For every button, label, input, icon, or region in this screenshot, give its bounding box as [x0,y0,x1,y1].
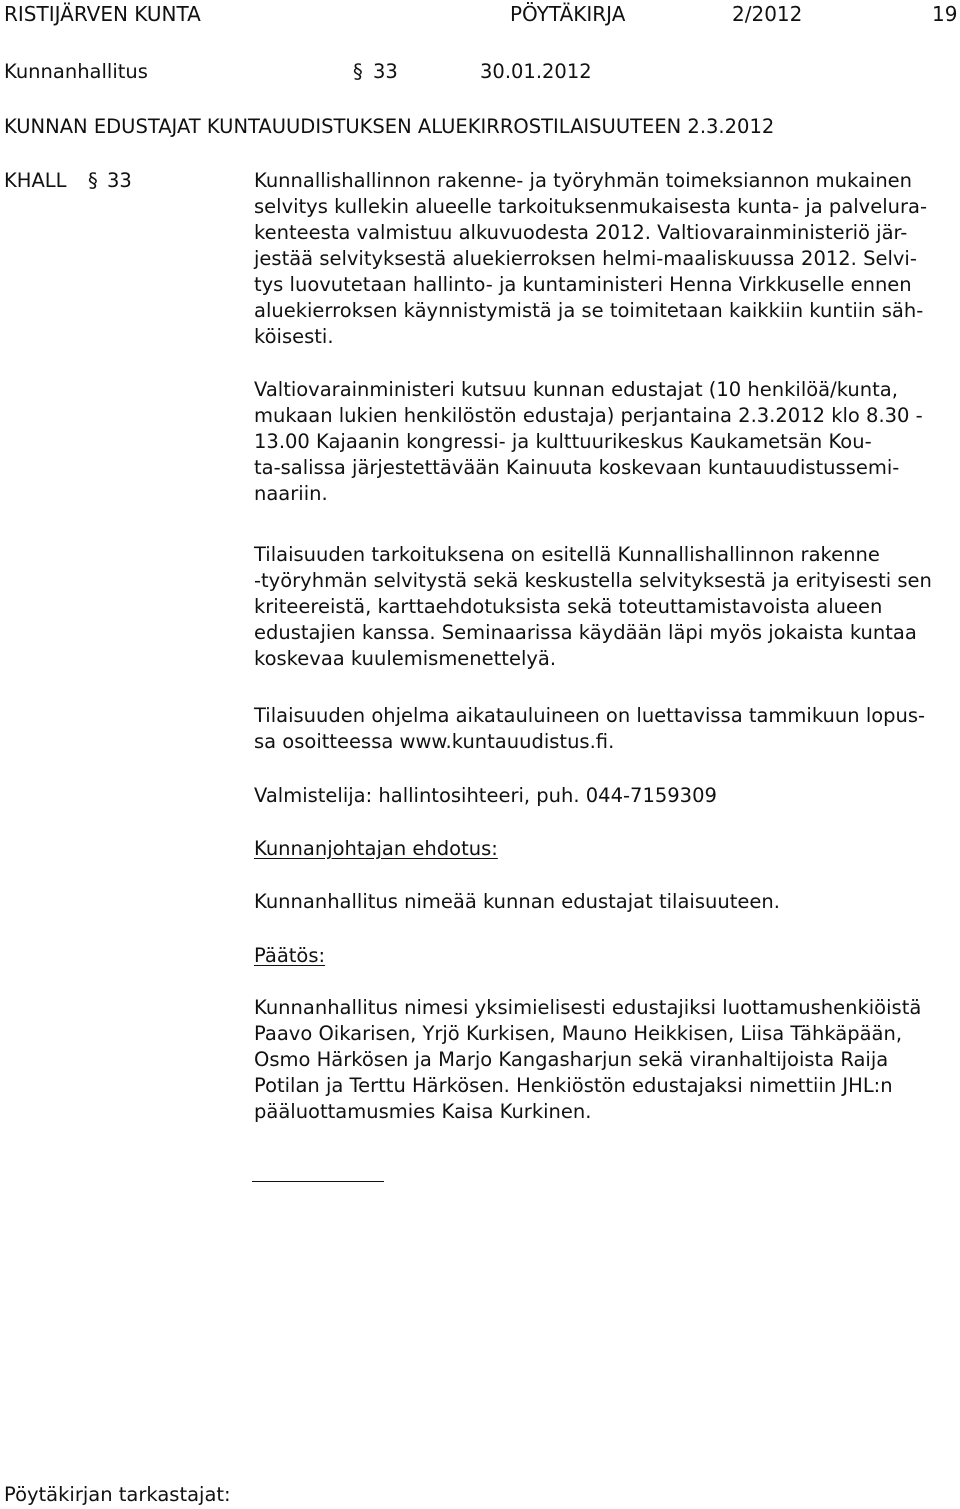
item-number: 33 [107,169,132,192]
municipality-name: RISTIJÄRVEN KUNTA [4,2,201,26]
paragraph-line: -työryhmän selvitystä sekä keskustella selvityksestä ja erityisesti sen [254,569,932,592]
paragraph-line: edustajien kanssa. Seminaarissa käydään läpi myös jokaista kuntaa [254,621,917,644]
paragraph-line: sa osoitteessa www.kuntauudistus.fi. [254,730,615,753]
paragraph-line: kriteereistä, karttaehdotuksista sekä toteuttamistavoista alueen [254,595,883,618]
paragraph-line: koskevaa kuulemismenettelyä. [254,647,557,670]
section-number: 33 [373,60,398,83]
paragraph-line: mukaan lukien henkilöstön edustaja) perjantaina 2.3.2012 klo 8.30 - [254,404,923,427]
paragraph-line: Tilaisuuden ohjelma aikatauluineen on luettavissa tammikuun lopus- [254,704,926,727]
paragraph-line: naariin. [254,482,328,505]
decision-block [254,995,956,1125]
document-number: 2/2012 [732,2,803,26]
decision-heading-block [254,943,956,969]
paragraph-line: köisesti. [254,325,334,348]
proposal-text: Kunnanhallitus nimeää kunnan edustajat tilaisuuteen. [254,890,780,913]
paragraph-line: kenteesta valmistuu alkuvuodesta 2012. Valtiovarainministeriö jär- [254,221,908,244]
proposal-heading: Kunnanjohtajan ehdotus: [254,837,498,860]
proposal-block [254,889,956,915]
paragraph-line: selvitys kullekin alueelle tarkoituksenmukaisesta kunta- ja palvelura- [254,195,927,218]
paragraph-line: Valtiovarainministeri kutsuu kunnan edustajat (10 henkilöä/kunta, [254,378,898,401]
item-subject: KUNNAN EDUSTAJAT KUNTAUUDISTUKSEN ALUEKIRROSTILAISUUTEEN 2.3.2012 [4,115,775,138]
decision-line: pääluottamusmies Kaisa Kurkinen. [254,1100,592,1123]
paragraph-line: ta-salissa järjestettävään Kainuuta koskevaan kuntauudistussemi- [254,456,900,479]
paragraph-line: aluekierroksen käynnistymistä ja se toimitetaan kaikkiin kuntiin säh- [254,299,924,322]
paragraph-line: 13.00 Kajaanin kongressi- ja kulttuurikeskus Kaukametsän Kou- [254,430,872,453]
preparer: Valmistelija: hallintosihteeri, puh. 044-7159309 [254,784,717,807]
decision-line: Osmo Härkösen ja Marjo Kangasharjun sekä viranhaltijoista Raija [254,1048,889,1071]
paragraph-programme [254,703,956,755]
signature-line [252,1181,384,1182]
page-number: 19 [932,2,958,26]
decision-line: Potilan ja Terttu Härkösen. Henkiöstön edustajaksi nimettiin JHL:n [254,1074,893,1097]
preparer-block [254,783,956,809]
item-section-symbol: § [88,169,98,192]
paragraph-invitation [254,377,956,507]
meeting-date: 30.01.2012 [480,60,592,83]
proposal-heading-block [254,836,956,862]
decision-line: Paavo Oikarisen, Yrjö Kurkisen, Mauno Heikkisen, Liisa Tähkäpään, [254,1022,903,1045]
footer-reviewers: Pöytäkirjan tarkastajat: [4,1483,231,1506]
paragraph-purpose [254,542,956,672]
paragraph-line: Tilaisuuden tarkoituksena on esitellä Kunnallishallinnon rakenne [254,543,880,566]
paragraph-line: tys luovutetaan hallinto- ja kuntaministeri Henna Virkkuselle ennen [254,273,912,296]
paragraph-line: jestää selvityksestä aluekierroksen helmi-maaliskuussa 2012. Selvi- [254,247,917,270]
paragraph-background [254,168,956,350]
decision-line: Kunnanhallitus nimesi yksimielisesti edustajiksi luottamushenkiöistä [254,996,922,1019]
paragraph-line: Kunnallishallinnon rakenne- ja työryhmän toimeksiannon mukainen [254,169,913,192]
item-code: KHALL [4,169,67,192]
document-type: PÖYTÄKIRJA [510,2,626,26]
decision-heading: Päätös: [254,944,326,967]
body-name: Kunnanhallitus [4,60,148,83]
section-symbol: § [353,60,363,83]
